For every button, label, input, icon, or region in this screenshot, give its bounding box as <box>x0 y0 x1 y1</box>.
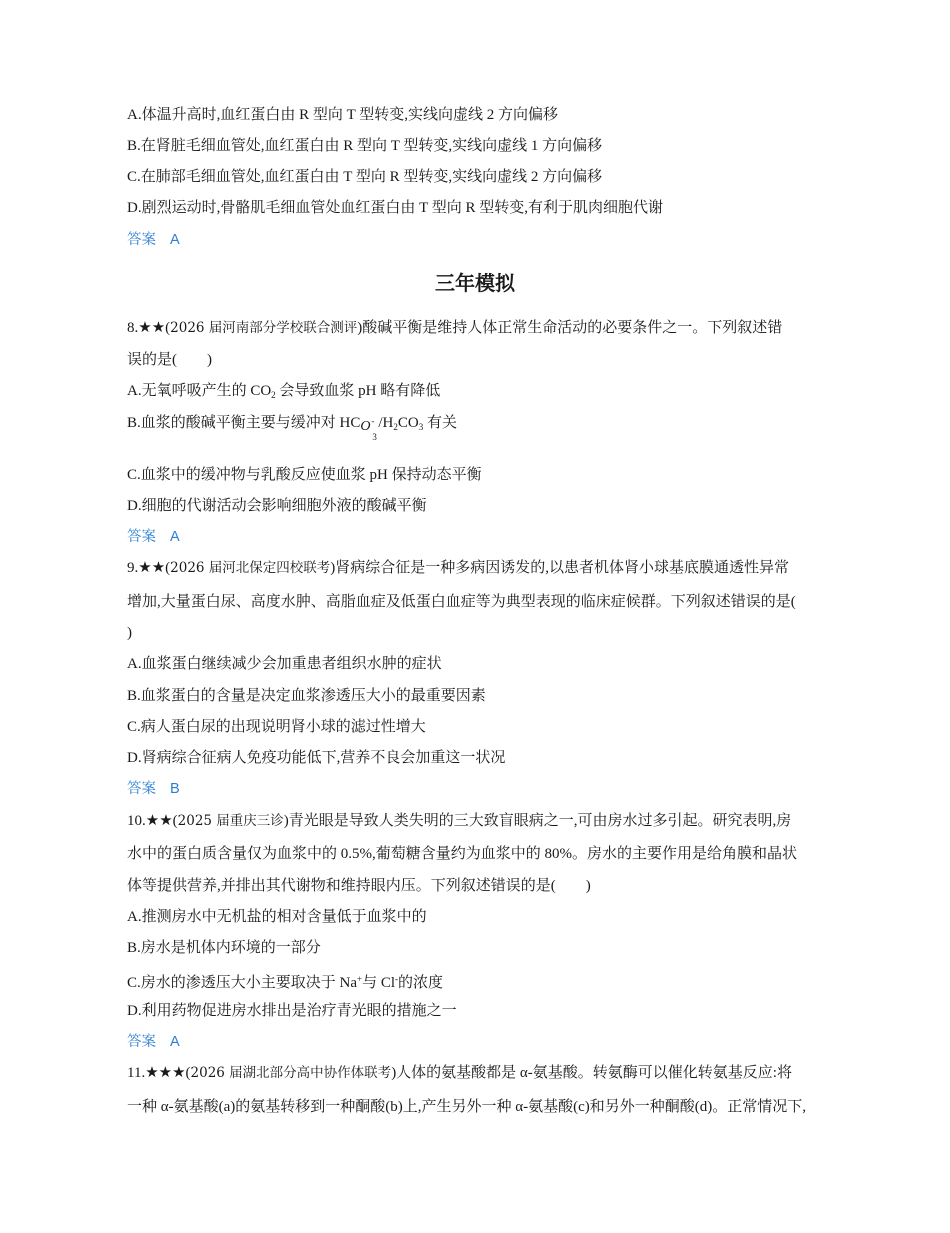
q9-option-c: C.病人蛋白尿的出现说明肾小球的滤过性增大 <box>127 719 426 735</box>
q11-stem-text: )人体的氨基酸都是 α-氨基酸。转氨酶可以催化转氨基反应:将 <box>391 1065 792 1081</box>
q10-c-superscript-2: - <box>395 974 399 984</box>
q9-option-a: A.血浆蛋白继续减少会加重患者组织水肿的症状 <box>127 656 442 672</box>
q11-stem-line-2: 一种 α-氨基酸(a)的氨基转移到一种酮酸(b)上,产生另外一种 α-氨基酸(c)和另外一种酮酸(d)。正常情况下, <box>127 1099 806 1115</box>
q8-a-text-end: 会导致血浆 pH 略有降低 <box>275 383 441 399</box>
q8-stem-line-2: 误的是( ) <box>127 352 212 368</box>
q10-option-c <box>127 969 443 993</box>
q10-source: 2025 届重庆三诊 <box>177 813 284 829</box>
q10-option-a: A.推测房水中无机盐的相对含量低于血浆中的 <box>127 909 427 925</box>
q9-option-d: D.肾病综合征病人免疫功能低下,营养不良会加重这一状况 <box>127 750 506 766</box>
q7-option-c: C.在肺部毛细血管处,血红蛋白由 T 型向 R 型转变,实线向虚线 2 方向偏移 <box>127 169 603 185</box>
q9-stem-text: )肾病综合征是一种多病因诱发的,以患者机体肾小球基底膜通透性异常 <box>330 560 790 576</box>
q10-c-text: C.房水的渗透压大小主要取决于 Na <box>127 975 357 991</box>
section-title: 三年模拟 <box>435 271 515 295</box>
answer-label: 答案 <box>127 1034 156 1050</box>
answer-value: A <box>170 1034 180 1050</box>
q10-c-superscript-1: + <box>357 974 363 984</box>
q8-b-text-end: 有关 <box>423 415 457 431</box>
answer-value: B <box>170 781 180 797</box>
answer-label: 答案 <box>127 781 156 797</box>
q8-b-text-mid2: CO <box>397 415 419 431</box>
q9-stem-line-1 <box>127 558 789 578</box>
q9-stem-line-3: ) <box>127 625 132 641</box>
q10-stem-text: )青光眼是导致人类失明的三大致盲眼病之一,可由房水过多引起。研究表明,房 <box>283 813 792 829</box>
ion-subscript: 3 <box>372 432 377 442</box>
bicarbonate-ion <box>360 413 378 442</box>
q7-answer <box>127 230 180 250</box>
q10-answer <box>127 1032 180 1052</box>
q8-b-subscript-1: 2 <box>393 422 398 432</box>
q8-b-subscript-2: 3 <box>418 422 424 432</box>
answer-value: A <box>170 529 180 545</box>
q10-option-b: B.房水是机体内环境的一部分 <box>127 940 321 956</box>
q9-stem-line-2: 增加,大量蛋白尿、高度水肿、高脂血症及低蛋白血症等为典型表现的临床症候群。下列叙述错误的是( <box>127 594 796 610</box>
q8-b-text-mid: /H <box>378 415 394 431</box>
answer-label: 答案 <box>127 529 156 545</box>
q10-stem-line-2: 水中的蛋白质含量仅为血浆中的 0.5%,葡萄糖含量约为血浆中的 80%。房水的主要作用是给角膜和晶状 <box>127 846 797 862</box>
q9-option-b: B.血浆蛋白的含量是决定血浆渗透压大小的最重要因素 <box>127 688 486 704</box>
q9-source: 2026 届河北保定四校联考 <box>170 560 331 576</box>
q8-a-text: A.无氧呼吸产生的 CO <box>127 383 272 399</box>
answer-value: A <box>170 232 180 248</box>
q8-stem-text: )酸碱平衡是维持人体正常生命活动的必要条件之一。下列叙述错 <box>357 320 783 336</box>
answer-label: 答案 <box>127 232 156 248</box>
q8-b-text: B.血浆的酸碱平衡主要与缓冲对 HC <box>127 415 361 431</box>
ion-charge: - <box>371 416 375 426</box>
q9-answer <box>127 779 180 799</box>
q8-number: 8.★★( <box>127 320 171 336</box>
q9-number: 9.★★( <box>127 560 171 576</box>
q11-stem-line-1 <box>127 1063 792 1083</box>
q8-option-d: D.细胞的代谢活动会影响细胞外液的酸碱平衡 <box>127 498 427 514</box>
q10-number: 10.★★( <box>127 813 178 829</box>
q7-option-d: D.剧烈运动时,骨骼肌毛细血管处血红蛋白由 T 型向 R 型转变,有利于肌肉细胞代谢 <box>127 200 663 216</box>
q10-stem-line-1 <box>127 811 791 831</box>
q8-answer <box>127 527 180 547</box>
q8-source: 2026 届河南部分学校联合测评 <box>170 320 358 336</box>
q8-stem-line-1 <box>127 318 782 338</box>
ion-o: O <box>360 419 371 434</box>
q11-number: 11.★★★( <box>127 1065 191 1081</box>
q7-option-b: B.在肾脏毛细血管处,血红蛋白由 R 型向 T 型转变,实线向虚线 1 方向偏移 <box>127 138 603 154</box>
q10-option-d: D.利用药物促进房水排出是治疗青光眼的措施之一 <box>127 1003 457 1019</box>
q7-option-a: A.体温升高时,血红蛋白由 R 型向 T 型转变,实线向虚线 2 方向偏移 <box>127 107 558 123</box>
q10-c-text-end: 的浓度 <box>398 975 444 991</box>
q8-option-c: C.血浆中的缓冲物与乳酸反应使血浆 pH 保持动态平衡 <box>127 467 482 483</box>
q10-c-text-mid: 与 Cl <box>362 975 396 991</box>
q8-a-subscript: 2 <box>271 390 276 400</box>
q8-option-a <box>127 381 440 405</box>
q10-stem-line-3: 体等提供营养,并排出其代谢物和维持眼内压。下列叙述错误的是( ) <box>127 878 591 894</box>
q11-source: 2026 届湖北部分高中协作体联考 <box>190 1065 392 1081</box>
q8-option-b <box>127 413 457 442</box>
